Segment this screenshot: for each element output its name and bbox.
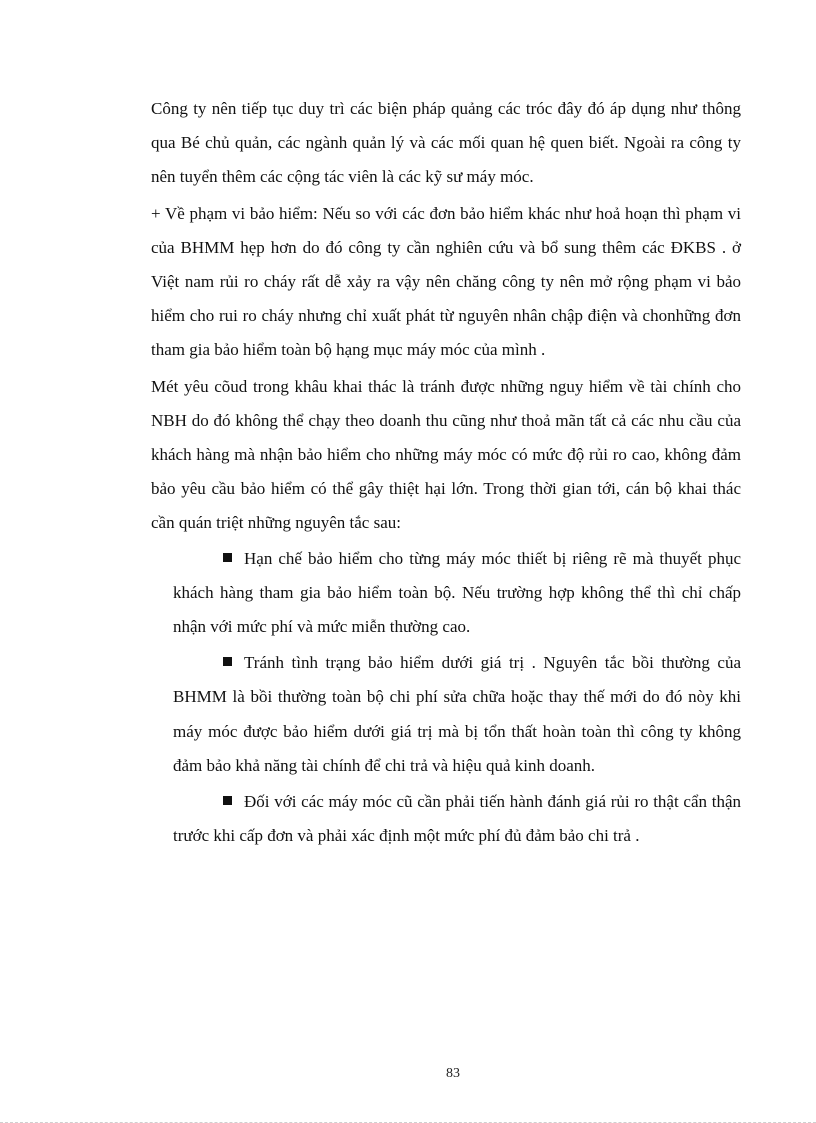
paragraph-insurance-scope: + Về phạm vi bảo hiểm: Nếu so với các đơn bảo hiểm khác như hoả hoạn thì phạm vi của BHMM hẹp hơn do đó công ty cần nghiên cứu và bổ sung thêm các ĐKBS . ở Việt nam rủi ro cháy rất dễ xảy ra vậy nên chăng công ty nên mở rộng phạm vi bảo hiểm cho rui ro cháy nhưng chỉ xuất phát từ nguyên nhân chập điện và chonhững đơn tham gia bảo hiểm toàn bộ hạng mục máy móc của mình . <box>151 203 741 360</box>
square-bullet-icon <box>223 796 232 805</box>
paragraph-advertising: Công ty nên tiếp tục duy trì các biện pháp quảng các tróc đây đó áp dụng như thông qua Bé chủ quản, các ngành quản lý và các mối quan hệ quen biết. Ngoài ra công ty nên tuyển thêm các cộng tác viên là các kỹ sư máy móc. <box>151 99 741 187</box>
square-bullet-icon <box>223 657 232 666</box>
bullet-text: Tránh tình trạng bảo hiểm dưới giá trị . Nguyên tắc bồi thường của BHMM là bồi thường toàn bộ chi phí sửa chữa hoặc thay thế mới do đó nòy khi máy móc được bảo hiểm dưới giá trị mà bị tổn thất hoàn toàn thì công ty không đảm bảo khả năng tài chính để chi trả và hiệu quả kinh doanh. <box>173 653 741 775</box>
bullet-item <box>151 542 741 645</box>
bullet-text: Hạn chế bảo hiểm cho từng máy móc thiết bị riêng rẽ mà thuyết phục khách hàng tham gia bảo hiểm toàn bộ. Nếu trường hợp không thể thì chỉ chấp nhận với mức phí và mức miễn thường cao. <box>173 548 741 637</box>
paragraph-underwriting-requirement: Mét yêu cõud trong khâu khai thác là tránh được những nguy hiểm về tài chính cho NBH do đó không thể chạy theo doanh thu cũng như thoả mãn tất cả các nhu cầu của khách hàng mà nhận bảo hiểm cho những máy móc có mức độ rủi ro cao, không đảm bảo yêu cầu bảo hiểm có thể gây thiệt hại lớn. Trong thời gian tới, cán bộ khai thác cần quán triệt những nguyên tắc sau: <box>151 376 741 533</box>
bullet-item <box>151 646 741 783</box>
document-body <box>151 92 741 853</box>
square-bullet-icon <box>223 553 232 562</box>
page-number: 83 <box>446 1066 460 1081</box>
bullet-item <box>151 785 741 853</box>
bullet-text: Đối với các máy móc cũ cần phải tiến hành đánh giá rủi ro thật cẩn thận trước khi cấp đơn và phải xác định một mức phí đủ đảm bảo chi trả . <box>173 792 741 846</box>
